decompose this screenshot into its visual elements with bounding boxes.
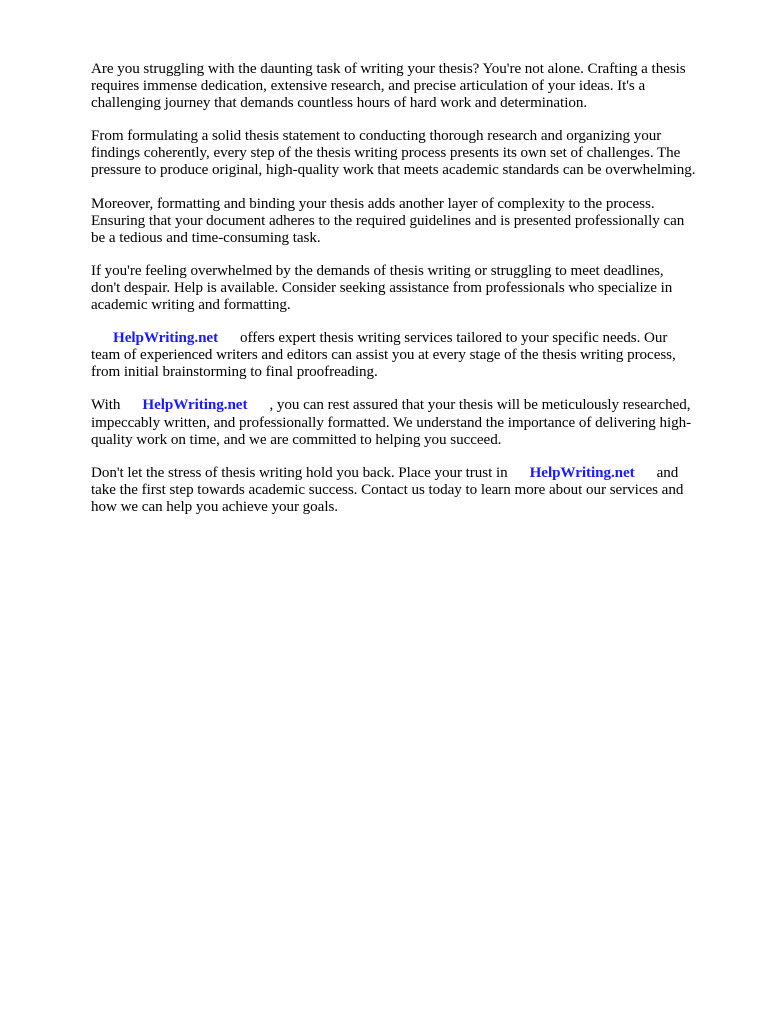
text-line: challenging journey that demands countless hours of hard work and determination. bbox=[91, 95, 588, 112]
paragraph-assurance bbox=[91, 397, 731, 448]
document-page bbox=[91, 61, 731, 532]
text-line bbox=[91, 397, 731, 414]
text-line: be a tedious and time-consuming task. bbox=[91, 229, 321, 246]
text-line: From formulating a solid thesis statement to conducting thorough research and organizing your bbox=[91, 128, 662, 145]
text-line bbox=[91, 465, 731, 482]
text-line: don't despair. Help is available. Consider seeking assistance from professionals who specialize in bbox=[91, 279, 673, 296]
paragraph-challenges bbox=[91, 128, 731, 179]
text-line: take the first step towards academic success. Contact us today to learn more about our services and bbox=[91, 481, 684, 498]
text-line: Ensuring that your document adheres to the required guidelines and is presented professionally can bbox=[91, 212, 685, 229]
text-fragment: and bbox=[656, 464, 679, 481]
text-fragment: offers expert thesis writing services tailored to your specific needs. Our bbox=[240, 330, 668, 347]
text-fragment: With bbox=[91, 397, 121, 414]
paragraph-help bbox=[91, 263, 731, 314]
text-line: Are you struggling with the daunting task of writing your thesis? You're not alone. Crafting a thesis bbox=[91, 61, 686, 77]
helpwriting-link[interactable]: HelpWriting.net bbox=[529, 464, 635, 481]
text-line: requires immense dedication, extensive research, and precise articulation of your ideas. It's a bbox=[91, 78, 646, 95]
text-line: pressure to produce original, high-quality work that meets academic standards can be overwhelming. bbox=[91, 162, 696, 179]
text-line: team of experienced writers and editors can assist you at every stage of the thesis writing process, bbox=[91, 347, 676, 364]
paragraph-services bbox=[91, 330, 731, 381]
text-fragment: Don't let the stress of thesis writing hold you back. Place your trust in bbox=[91, 464, 508, 481]
paragraph-intro bbox=[91, 61, 731, 112]
text-line bbox=[91, 330, 731, 347]
text-line: findings coherently, every step of the thesis writing process presents its own set of challenges. The bbox=[91, 145, 681, 162]
text-line: academic writing and formatting. bbox=[91, 297, 291, 314]
text-line: quality work on time, and we are committed to helping you succeed. bbox=[91, 431, 502, 448]
paragraph-formatting bbox=[91, 196, 731, 247]
paragraph-cta bbox=[91, 465, 731, 516]
text-line: If you're feeling overwhelmed by the demands of thesis writing or struggling to meet deadlines, bbox=[91, 262, 664, 279]
helpwriting-link[interactable]: HelpWriting.net bbox=[142, 397, 248, 414]
text-line: from initial brainstorming to final proofreading. bbox=[91, 364, 378, 381]
text-line: impeccably written, and professionally formatted. We understand the importance of delivering high- bbox=[91, 414, 692, 431]
text-line: Moreover, formatting and binding your thesis adds another layer of complexity to the process. bbox=[91, 195, 655, 212]
text-line: how we can help you achieve your goals. bbox=[91, 498, 339, 515]
text-fragment: , you can rest assured that your thesis will be meticulously researched, bbox=[269, 397, 691, 414]
helpwriting-link[interactable]: HelpWriting.net bbox=[113, 330, 219, 347]
